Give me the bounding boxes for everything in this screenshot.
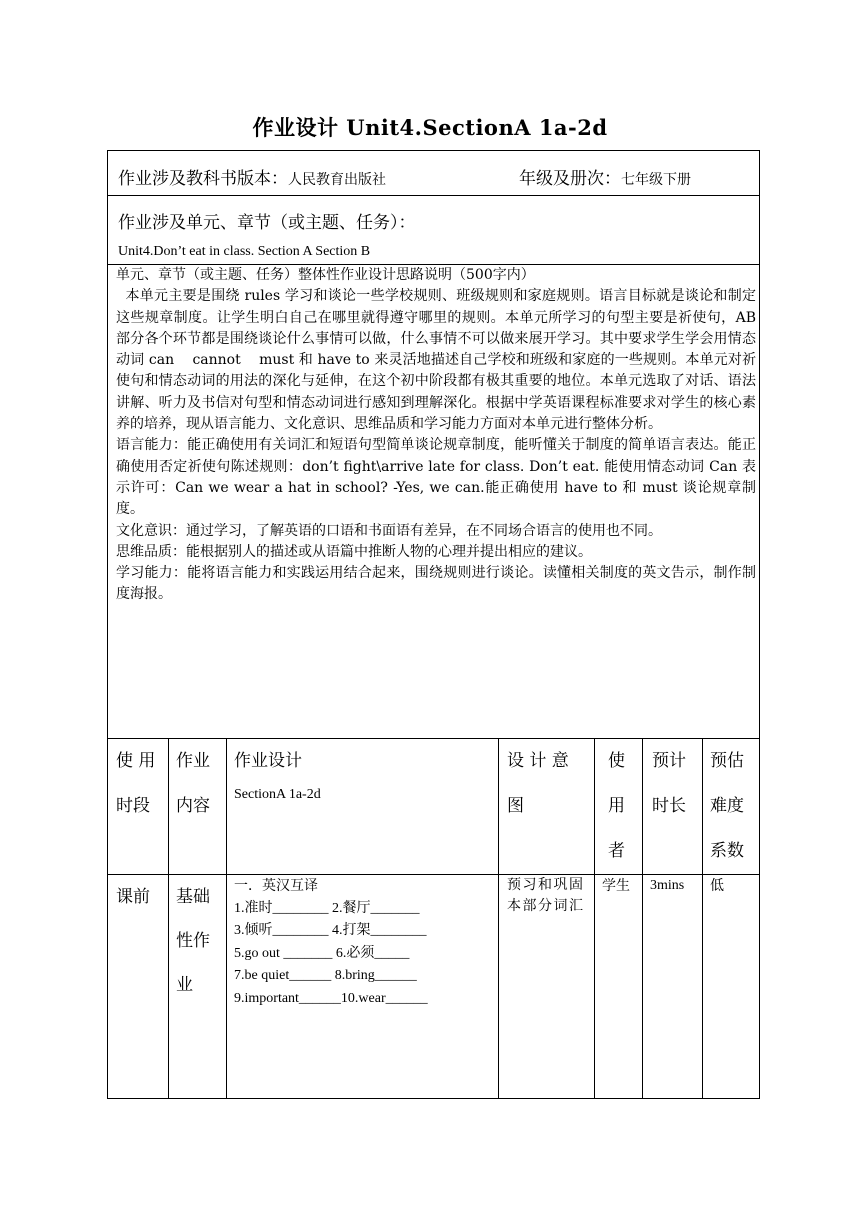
header-period: [116, 739, 168, 829]
table-divider: [642, 739, 643, 1098]
exercise-line: 一．英汉互译: [234, 878, 318, 894]
cell-text: 性作: [176, 931, 210, 951]
header-text: 预估: [710, 751, 744, 771]
header-text: 设 计 意: [507, 751, 569, 771]
table-divider: [168, 739, 169, 1098]
header-text: 时段: [116, 796, 150, 816]
textbook-label: 作业涉及教科书版本：: [118, 169, 288, 189]
unit-heading: 作业涉及单元、章节（或主题、任务）：: [118, 213, 416, 233]
header-text: 时长: [652, 796, 686, 816]
header-text: 难度: [710, 796, 744, 816]
header-text: 预计: [652, 751, 686, 771]
cell-text: 业: [176, 975, 193, 995]
cell-period: 课前: [116, 887, 150, 907]
grade-value: 七年级下册: [621, 172, 691, 188]
exercise-line: 5.go out _______ 6.必须_____: [234, 945, 410, 961]
overview-text: [116, 265, 761, 606]
header-user: [608, 739, 628, 874]
header-subtext: SectionA 1a-2d: [234, 787, 321, 802]
textbook-value: 人民教育出版社: [288, 172, 386, 188]
exercise-line: 7.be quiet______ 8.bring______: [234, 968, 417, 983]
table-divider: [594, 739, 595, 1098]
header-difficulty: [710, 739, 754, 874]
overview-heading: 单元、章节（或主题、任务）整体性作业设计思路说明（500字内）: [116, 267, 535, 283]
unit-value: Unit4.Don’t eat in class. Section A Section B: [118, 244, 371, 259]
cell-design: [234, 875, 496, 1010]
header-intent: [507, 739, 593, 829]
header-text: 图: [507, 796, 524, 816]
overview-paragraph: 思维品质：能根据别人的描述或从语篇中推断人物的心理并提出相应的建议。: [116, 543, 592, 560]
header-design: [234, 739, 496, 804]
cell-duration: 3mins: [650, 878, 685, 893]
cell-content: [176, 875, 228, 1007]
grade-label: 年级及册次：: [519, 169, 621, 189]
page-title: 作业设计 Unit4.SectionA 1a-2d: [252, 115, 608, 140]
overview-paragraph: 本单元主要是围绕 rules 学习和谈论一些学校规则、班级规则和家庭规则。语言目标就是谈论和制定这些规章制度。让学生明白自己在哪里就得遵守哪里的规则。本单元所学习的句型主要是祈使句，AB 部分各个环节都是围绕谈论什么事情可以做，什么事情不可以做来展开学习。其中要求学生学会用情态动词 can cannot must 和 have to 来灵活地描述自己学校和班级和家庭的一些规则。本单元对祈使句和情态动词的用法的深化与延伸，在这个初中阶段都有极其重要的地位。本单元选取了对话、语法讲解、听力及书信对句型和情态动词进行感知到理解深化。根据中学英语课程标准要求对学生的核心素养的培养，现从语言能力、文化意识、思维品质和学习能力方面对本单元进行整体分析。: [116, 288, 761, 433]
textbook-field: [118, 164, 386, 189]
cell-text: 基础: [176, 887, 210, 907]
header-content: [176, 739, 228, 829]
header-text: 作业设计: [234, 751, 302, 771]
header-duration: [652, 739, 696, 829]
cell-intent: 预习和巩固本部分词汇: [507, 877, 585, 914]
cell-user: 学生: [602, 878, 630, 894]
header-text: 使 用: [116, 751, 156, 771]
overview-row: [107, 264, 760, 739]
header-text: 者: [608, 841, 625, 861]
header-text: 内容: [176, 796, 210, 816]
overview-paragraph: 语言能力：能正确使用有关词汇和短语句型简单谈论规章制度，能听懂关于制度的简单语言表达。能正确使用否定祈使句陈述规则：don’t fight\arrive late for class. Don’t eat. 能使用情态动词 Can 表示许可：Can we wear a hat in school? -Yes, we can.能正确使用 have to 和 must 谈论规章制度。: [116, 437, 756, 518]
exercise-line: 3.倾听________ 4.打架________: [234, 923, 427, 938]
exercise-line: 9.important______10.wear______: [234, 990, 428, 1006]
cell-difficulty: 低: [710, 878, 724, 894]
header-text: 作业: [176, 751, 210, 771]
header-text: 系数: [710, 841, 744, 861]
overview-paragraph: 学习能力：能将语言能力和实践运用结合起来，围绕规则进行谈论。读懂相关制度的英文告示，制作制度海报。: [116, 565, 756, 603]
grade-field: [519, 164, 691, 189]
unit-row: [107, 195, 760, 265]
textbook-row: [107, 150, 760, 196]
table-divider: [498, 739, 499, 1098]
exercise-line: 1.准时________ 2.餐厅_______: [234, 900, 420, 916]
header-text: 使: [608, 751, 625, 771]
homework-table: [107, 738, 760, 1099]
table-divider: [702, 739, 703, 1098]
header-text: 用: [608, 796, 625, 816]
overview-paragraph: 文化意识：通过学习，了解英语的口语和书面语有差异，在不同场合语言的使用也不同。: [116, 522, 662, 539]
